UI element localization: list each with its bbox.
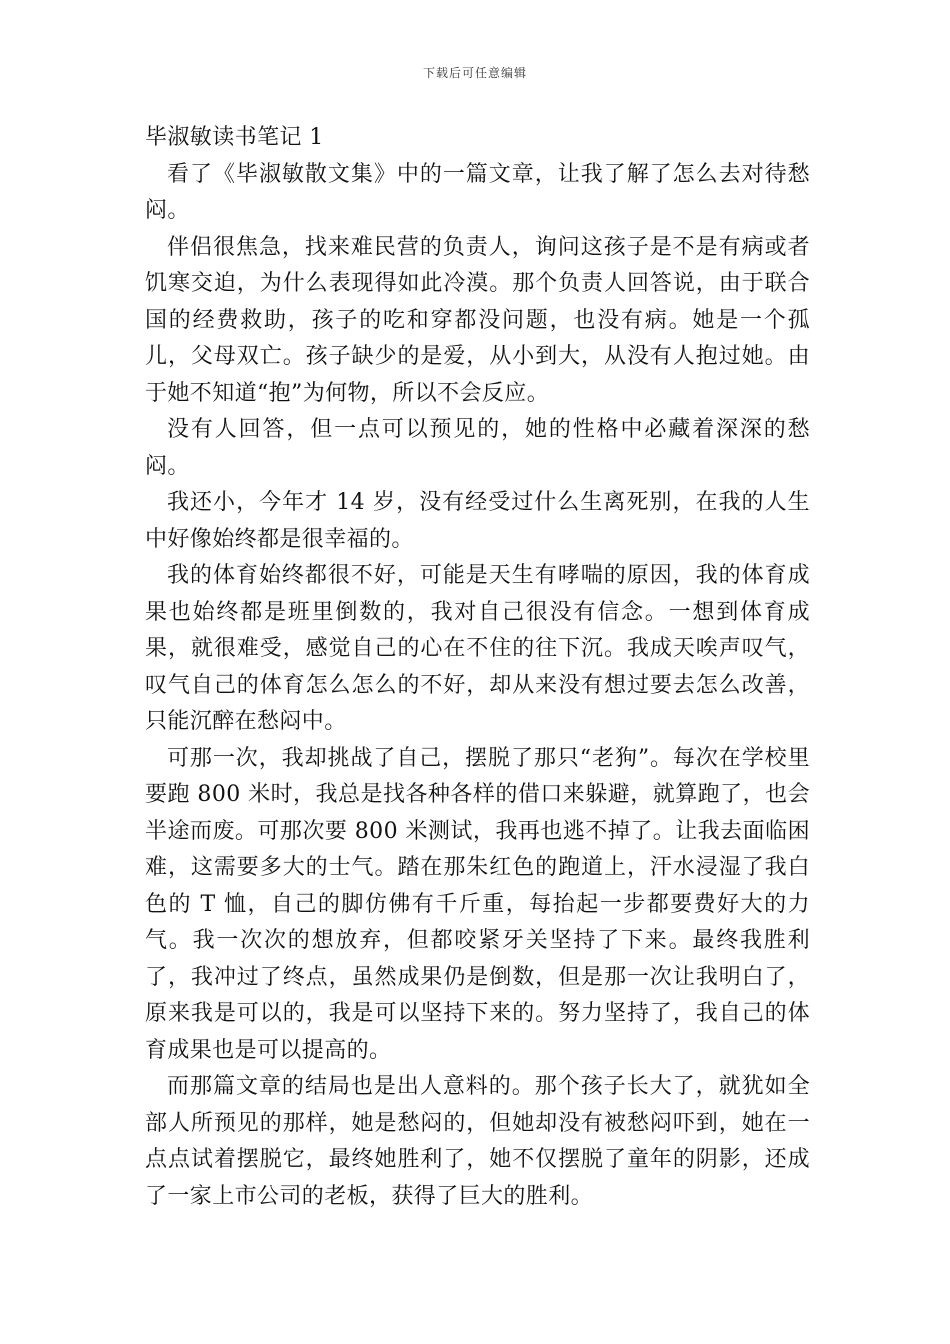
paragraph: 可那一次，我却挑战了自己，摆脱了那只“老狗”。每次在学校里要跑 800 米时，我总是找各种各样的借口来躲避，就算跑了，也会半途而废。可那次要 800 米测试，我再也逃不掉了。让我去面临困难，这需要多大的士气。踏在那朱红色的跑道上，汗水浸湿了我白色的 T 恤，自己的脚仿佛有千斤重，每抬起一步都要费好大的力气。我一次次的想放弃，但都咬紧牙关坚持了下来。最终我胜利了，我冲过了终点，虽然成果仍是倒数，但是那一次让我明白了，原来我是可以的，我是可以坚持下来的。努力坚持了，我自己的体育成果也是可以提高的。: [145, 745, 810, 1063]
page-header-note: 下载后可任意编辑: [422, 66, 527, 80]
document-title: 毕淑敏读书笔记 1: [145, 125, 324, 150]
paragraph: 伴侣很焦急，找来难民营的负责人，询问这孩子是不是有病或者饥寒交迫，为什么表现得如此冷漠。那个负责人回答说，由于联合国的经费救助，孩子的吃和穿都没问题，也没有病。她是一个孤儿，父母双亡。孩子缺少的是爱，从小到大，从没有人抱过她。由于她不知道“抱”为何物，所以不会反应。: [145, 234, 810, 406]
paragraph: 我还小，今年才 14 岁，没有经受过什么生离死别，在我的人生中好像始终都是很幸福的。: [145, 490, 810, 552]
document-body: [145, 120, 810, 1215]
paragraph: 没有人回答，但一点可以预见的，她的性格中必藏着深深的愁闷。: [145, 417, 810, 479]
paragraph: 看了《毕淑敏散文集》中的一篇文章，让我了解了怎么去对待愁闷。: [145, 161, 810, 223]
paragraph: 我的体育始终都很不好，可能是天生有哮喘的原因，我的体育成果也始终都是班里倒数的，我对自己很没有信念。一想到体育成果，就很难受，感觉自己的心在不住的往下沉。我成天唉声叹气，叹气自己的体育怎么怎么的不好，却从来没有想过要去怎么改善，只能沉醉在愁闷中。: [145, 563, 810, 734]
paragraph: 而那篇文章的结局也是出人意料的。那个孩子长大了，就犹如全部人所预见的那样，她是愁闷的，但她却没有被愁闷吓到，她在一点点试着摆脱它，最终她胜利了，她不仅摆脱了童年的阴影，还成了一家上市公司的老板，获得了巨大的胜利。: [145, 1074, 810, 1209]
